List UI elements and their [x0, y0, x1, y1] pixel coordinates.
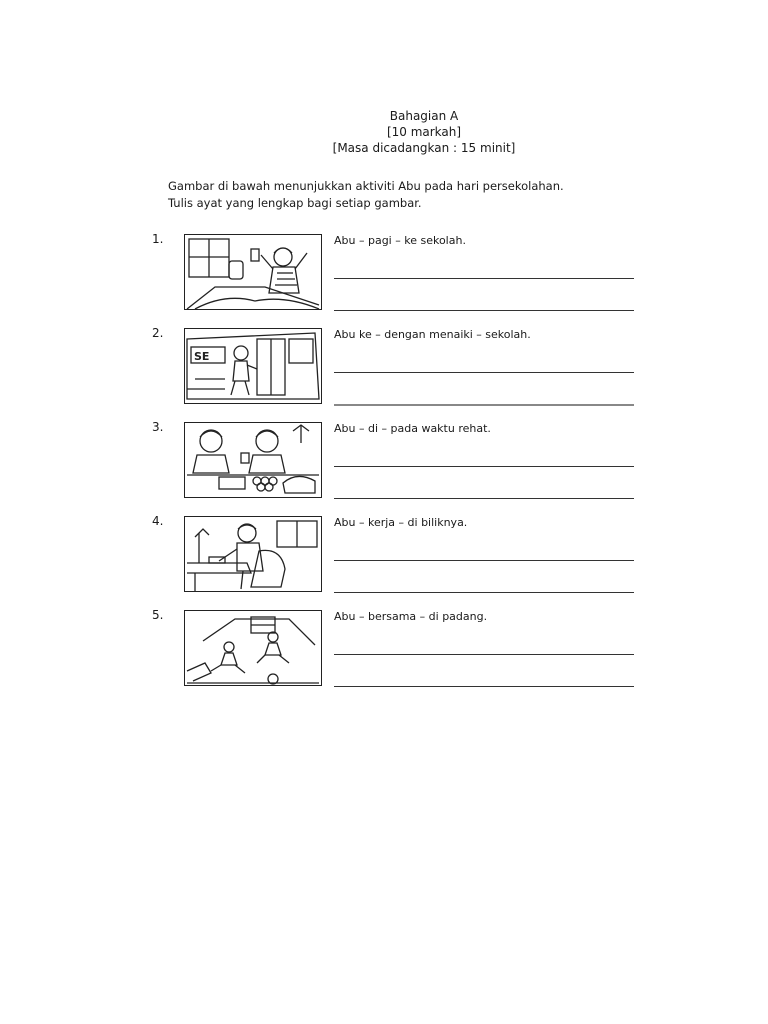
section-header	[0, 108, 768, 156]
question-prompt: Abu ke – dengan menaiki – sekolah.	[334, 328, 531, 341]
question-prompt: Abu – di – pada waktu rehat.	[334, 422, 491, 435]
answer-line[interactable]	[334, 654, 634, 655]
instruction-line-2: Tulis ayat yang lengkap bagi setiap gambar.	[168, 196, 422, 210]
question-number: 3.	[152, 420, 164, 434]
instruction-line-1: Gambar di bawah menunjukkan aktiviti Abu pada hari persekolahan.	[168, 179, 564, 193]
question-number: 1.	[152, 232, 164, 246]
question-item-2	[152, 326, 642, 408]
question-number: 4.	[152, 514, 164, 528]
question-number: 2.	[152, 326, 164, 340]
answer-line[interactable]	[334, 560, 634, 561]
boy-waking-up-picture	[184, 234, 322, 310]
question-item-5	[152, 608, 642, 690]
section-title: Bahagian A	[389, 109, 459, 123]
question-item-4	[152, 514, 642, 596]
answer-line[interactable]	[334, 592, 634, 593]
answer-line[interactable]	[334, 466, 634, 467]
answer-line[interactable]	[334, 498, 634, 499]
question-prompt: Abu – pagi – ke sekolah.	[334, 234, 466, 247]
question-prompt: Abu – bersama – di padang.	[334, 610, 488, 623]
time-label: [Masa dicadangkan : 15 minit]	[332, 141, 516, 155]
answer-line[interactable]	[334, 686, 634, 687]
boys-playing-field-picture	[184, 610, 322, 686]
question-item-3	[152, 420, 642, 502]
boy-studying-desk-picture	[184, 516, 322, 592]
answer-line[interactable]	[334, 310, 634, 311]
question-number: 5.	[152, 608, 164, 622]
svg-text:SE: SE	[194, 350, 210, 363]
answer-line[interactable]	[334, 278, 634, 279]
boy-boarding-school-bus-picture	[184, 328, 322, 404]
question-prompt: Abu – kerja – di biliknya.	[334, 516, 468, 529]
boys-eating-canteen-picture	[184, 422, 322, 498]
answer-line[interactable]	[334, 404, 634, 406]
marks-label: [10 markah]	[386, 125, 462, 139]
answer-line[interactable]	[334, 372, 634, 373]
instructions	[168, 178, 564, 212]
question-item-1	[152, 232, 642, 314]
